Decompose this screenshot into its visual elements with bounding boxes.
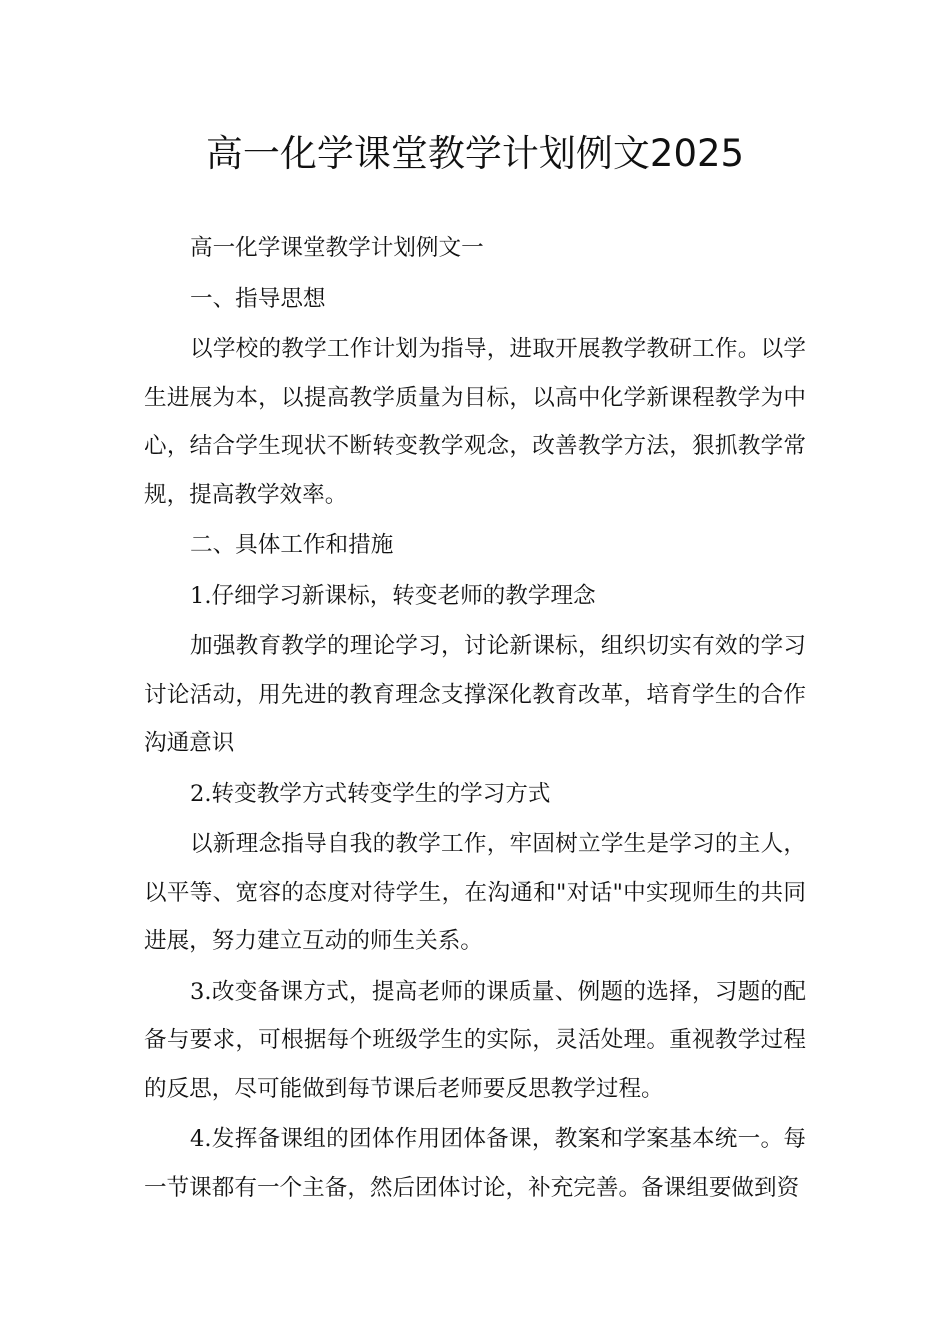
document-body: [144, 224, 806, 1214]
section-heading-guiding-ideology: 一、指导思想: [190, 285, 326, 312]
paragraph-item-2: 以新理念指导自我的教学工作，牢固树立学生是学习的主人，以平等、宽容的态度对待学生，在沟通和"对话"中实现师生的共同进展，努力建立互动的师生关系。: [144, 831, 806, 954]
section-heading-work-measures: 二、具体工作和措施: [190, 532, 394, 558]
paragraph-item-4: 4.发挥备课组的团体作用团体备课，教案和学案基本统一。每一节课都有一个主备，然后团体讨论，补充完善。备课组要做到资: [144, 1126, 806, 1201]
section-heading-plan-one: 高一化学课堂教学计划例文一: [190, 235, 484, 261]
paragraph-item-1: 加强教育教学的理论学习，讨论新课标，组织切实有效的学习讨论活动，用先进的教育理念支撑深化教育改革，培育学生的合作沟通意识: [144, 633, 806, 756]
item-heading-2: 2.转变教学方式转变学生的学习方式: [190, 780, 551, 807]
document-title: 高一化学课堂教学计划例文2025: [205, 132, 745, 175]
item-heading-1: 1.仔细学习新课标，转变老师的教学理念: [190, 582, 596, 609]
paragraph-item-3: 3.改变备课方式，提高老师的课质量、例题的选择，习题的配备与要求，可根据每个班级学生的实际，灵活处理。重视教学过程的反思，尽可能做到每节课后老师要反思教学过程。: [144, 978, 806, 1102]
paragraph-guiding-ideology: 以学校的教学工作计划为指导，进取开展教学教研工作。以学生进展为本，以提高教学质量为目标，以高中化学新课程教学为中心，结合学生现状不断转变教学观念，改善教学方法，狠抓教学常规，提高教学效率。: [144, 336, 806, 508]
